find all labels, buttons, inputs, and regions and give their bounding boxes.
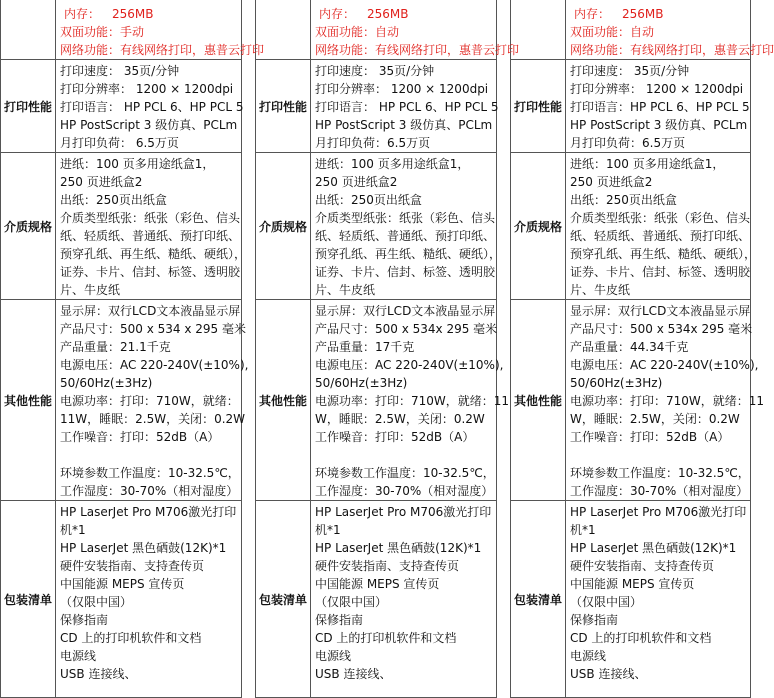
column-gap [242,501,256,698]
spec-line: 产品重量：21.1千克 [60,340,171,354]
spec-line: 硬件安装指南、支持查传页 [570,559,715,573]
column-gap [497,501,511,698]
spec-line: 预穿孔纸、再生纸、糙纸、硬纸）， [570,247,757,261]
print-performance-section-label: 打印性能 [256,60,311,153]
spec-line: 工作湿度：30-70%（相对湿度） [570,484,749,498]
spec-line: 电源电压：AC 220-240V(±10%), [60,358,249,372]
spec-line: HP PostScript 3 级仿真、PCLm [60,118,238,132]
column-gap [242,60,256,153]
spec-line: 显示屏：双行LCD文本液晶显示屏 [315,304,496,318]
spec-line: 电源功率：打印：710W，就绪：11 [570,394,765,408]
print-performance-section-row [1,60,751,153]
spec-line: W，睡眠：2.5W，关闭：0.2W [315,412,485,426]
spec-line: 进纸：100 页多用途纸盒1， [315,157,470,171]
spec-line: 硬件安装指南、支持查传页 [315,559,460,573]
media-spec-section-content [311,153,502,300]
spec-line: 保修指南 [570,613,619,627]
spec-line: （仅限中国） [60,595,133,609]
spec-line: HP PostScript 3 级仿真、PCLm [570,118,748,132]
package-list-section-content [566,501,751,698]
spec-line: 证券、卡片、信封、标签、透明胶 [60,265,241,279]
spec-line: HP LaserJet 黑色硒鼓(12K)*1 [60,541,227,555]
spec-line: 月打印负荷：6.5万页 [570,136,686,150]
spec-line: 工作噪音：打印：52dB（A） [570,430,730,444]
spec-line: 进纸：100 页多用途纸盒1， [60,157,215,171]
network-line: 网络功能：有线网络打印，惠普云打印 [60,43,265,57]
memory-label: 内存： [319,7,356,21]
spec-line: 纸、轻质纸、普通纸、预打印纸、 [60,229,241,243]
device-info-section-content [56,0,265,60]
spec-line: 介质类型纸张：纸张（彩色、信头 [60,211,241,225]
spec-line: USB 连接线、 [315,667,392,681]
duplex-line: 双面功能：手动 [60,25,145,39]
spec-line: 出纸：250页出纸盒 [570,193,677,207]
spec-line: 打印分辨率： 1200 × 1200dpi [315,82,489,96]
memory-value: 256MB [112,7,154,21]
spec-line: 250 页进纸盒2 [60,175,143,189]
memory-line [315,5,496,23]
spec-line: HP LaserJet Pro M706激光打印 [570,505,747,519]
memory-value: 256MB [367,7,409,21]
spec-line: 机*1 [315,523,341,537]
spec-line: 产品尺寸：500 x 534x 295 毫米 [315,322,498,336]
spec-line: 月打印负荷：6.5万页 [315,136,431,150]
spec-line: 介质类型纸张：纸张（彩色、信头 [570,211,751,225]
spec-line: 预穿孔纸、再生纸、糙纸、硬纸）， [60,247,247,261]
media-spec-section-label: 介质规格 [1,153,56,300]
spec-line: 产品重量：44.34千克 [570,340,689,354]
spec-line: 打印速度： 35页/分钟 [60,64,180,78]
spec-line: 保修指南 [60,613,109,627]
spec-line [60,446,241,464]
spec-line: 打印速度： 35页/分钟 [315,64,435,78]
spec-line: 出纸：250页出纸盒 [60,193,167,207]
spec-line: 环境参数工作温度：10-32.5℃， [570,466,750,480]
spec-line: HP LaserJet 黑色硒鼓(12K)*1 [315,541,482,555]
package-list-section-label: 包装清单 [1,501,56,698]
spec-line: 50/60Hz(±3Hz) [570,376,663,390]
device-info-section-content [311,0,520,60]
spec-line: 证券、卡片、信封、标签、透明胶 [315,265,496,279]
other-performance-section-label: 其他性能 [256,300,311,501]
column-gap [242,153,256,300]
package-list-section-label: 包装清单 [511,501,566,698]
spec-line: 电源线 [570,649,607,663]
device-info-section-row [1,0,751,60]
spec-line: 纸、轻质纸、普通纸、预打印纸、 [315,229,496,243]
spec-line: 显示屏：双行LCD文本液晶显示屏 [60,304,241,318]
spec-line: HP LaserJet 黑色硒鼓(12K)*1 [570,541,737,555]
spec-line: （仅限中国） [315,595,388,609]
spec-line: 打印速度： 35页/分钟 [570,64,690,78]
spec-line: 工作噪音：打印：52dB（A） [60,430,220,444]
spec-line: 机*1 [60,523,86,537]
device-info-section-content [566,0,774,60]
memory-line [570,5,750,23]
spec-line: 打印分辨率： 1200 × 1200dpi [60,82,234,96]
spec-line: 保修指南 [315,613,364,627]
spec-line: 工作湿度：30-70%（相对湿度） [315,484,494,498]
package-list-section-label: 包装清单 [256,501,311,698]
spec-line: CD 上的打印机软件和文档 [60,631,202,645]
spec-line: 纸、轻质纸、普通纸、预打印纸、 [570,229,751,243]
spec-line: 电源功率：打印：710W，就绪：11 [315,394,510,408]
spec-line [315,446,496,464]
column-gap [497,60,511,153]
spec-line: 产品尺寸：500 x 534 x 295 毫米 [60,322,246,336]
memory-value: 256MB [622,7,664,21]
spec-line: 出纸：250页出纸盒 [315,193,422,207]
spec-line: 中国能源 MEPS 宣传页 [570,577,695,591]
spec-line: CD 上的打印机软件和文档 [570,631,712,645]
memory-label: 内存： [574,7,611,21]
spec-line: 中国能源 MEPS 宣传页 [60,577,185,591]
spec-line: 片、牛皮纸 [570,283,631,297]
spec-line: 产品尺寸：500 x 534x 295 毫米 [570,322,753,336]
print-performance-section-label: 打印性能 [1,60,56,153]
spec-line: 电源功率：打印：710W，就绪： [60,394,239,408]
media-spec-section-row [1,153,751,300]
network-line: 网络功能：有线网络打印，惠普云打印 [315,43,520,57]
media-spec-section-content [566,153,757,300]
spec-line: 打印分辨率： 1200 × 1200dpi [570,82,744,96]
spec-line: 打印语言： HP PCL 6、HP PCL 5 [60,100,244,114]
spec-line: 11W，睡眠：2.5W，关闭：0.2W [60,412,246,426]
spec-line: USB 连接线、 [60,667,137,681]
package-list-section-content [56,501,242,698]
spec-line: 250 页进纸盒2 [315,175,398,189]
media-spec-section-content [56,153,247,300]
spec-line: HP PostScript 3 级仿真、PCLm [315,118,493,132]
print-performance-section-content [311,60,497,153]
spec-line: W，睡眠：2.5W，关闭：0.2W [570,412,740,426]
spec-line: 电源线 [315,649,352,663]
other-performance-section-content [56,300,249,501]
package-list-section-content [311,501,497,698]
spec-line: 片、牛皮纸 [315,283,376,297]
print-performance-section-content [566,60,751,153]
spec-line: （仅限中国） [570,595,643,609]
spec-line: 50/60Hz(±3Hz) [315,376,408,390]
memory-label: 内存： [64,7,101,21]
duplex-line: 双面功能：自动 [315,25,400,39]
spec-line: 中国能源 MEPS 宣传页 [315,577,440,591]
other-performance-section-label: 其他性能 [1,300,56,501]
spec-line: HP LaserJet Pro M706激光打印 [315,505,492,519]
package-list-section-row [1,501,751,698]
print-performance-section-label: 打印性能 [511,60,566,153]
device-info-section-label [1,0,56,60]
spec-line: 产品重量：17千克 [315,340,415,354]
spec-line: 月打印负荷： 6.5万页 [60,136,179,150]
spec-line: 50/60Hz(±3Hz) [60,376,153,390]
spec-line: 介质类型纸张：纸张（彩色、信头 [315,211,496,225]
spec-line: 环境参数工作温度：10-32.5℃， [315,466,495,480]
spec-line: 预穿孔纸、再生纸、糙纸、硬纸）， [315,247,502,261]
spec-line: 环境参数工作温度：10-32.5℃， [60,466,240,480]
spec-line: 证券、卡片、信封、标签、透明胶 [570,265,751,279]
spec-line: 硬件安装指南、支持查传页 [60,559,205,573]
memory-line [60,5,241,23]
print-performance-section-content [56,60,242,153]
network-line: 网络功能：有线网络打印，惠普云打印 [570,43,774,57]
spec-line: 工作湿度：30-70%（相对湿度） [60,484,239,498]
spec-line: 电源电压：AC 220-240V(±10%), [570,358,759,372]
spec-line: 电源线 [60,649,97,663]
other-performance-section-row [1,300,751,501]
duplex-line: 双面功能：自动 [570,25,655,39]
spec-line: HP LaserJet Pro M706激光打印 [60,505,237,519]
spec-line: USB 连接线、 [570,667,647,681]
other-performance-section-content [566,300,765,501]
media-spec-section-label: 介质规格 [256,153,311,300]
spec-line: 打印语言： HP PCL 6、HP PCL 5 [315,100,499,114]
spec-line: 电源电压：AC 220-240V(±10%), [315,358,504,372]
spec-line: 工作噪音：打印：52dB（A） [315,430,475,444]
spec-line: CD 上的打印机软件和文档 [315,631,457,645]
spec-line: 机*1 [570,523,596,537]
other-performance-section-label: 其他性能 [511,300,566,501]
spec-line: 片、牛皮纸 [60,283,121,297]
media-spec-section-label: 介质规格 [511,153,566,300]
column-gap [497,153,511,300]
spec-line: 打印语言：HP PCL 6、HP PCL 5 [570,100,750,114]
spec-line: 进纸：100 页多用途纸盒1， [570,157,725,171]
other-performance-section-content [311,300,510,501]
spec-line [570,446,750,464]
spec-line: 显示屏：双行LCD文本液晶显示屏 [570,304,751,318]
spec-line: 250 页进纸盒2 [570,175,653,189]
